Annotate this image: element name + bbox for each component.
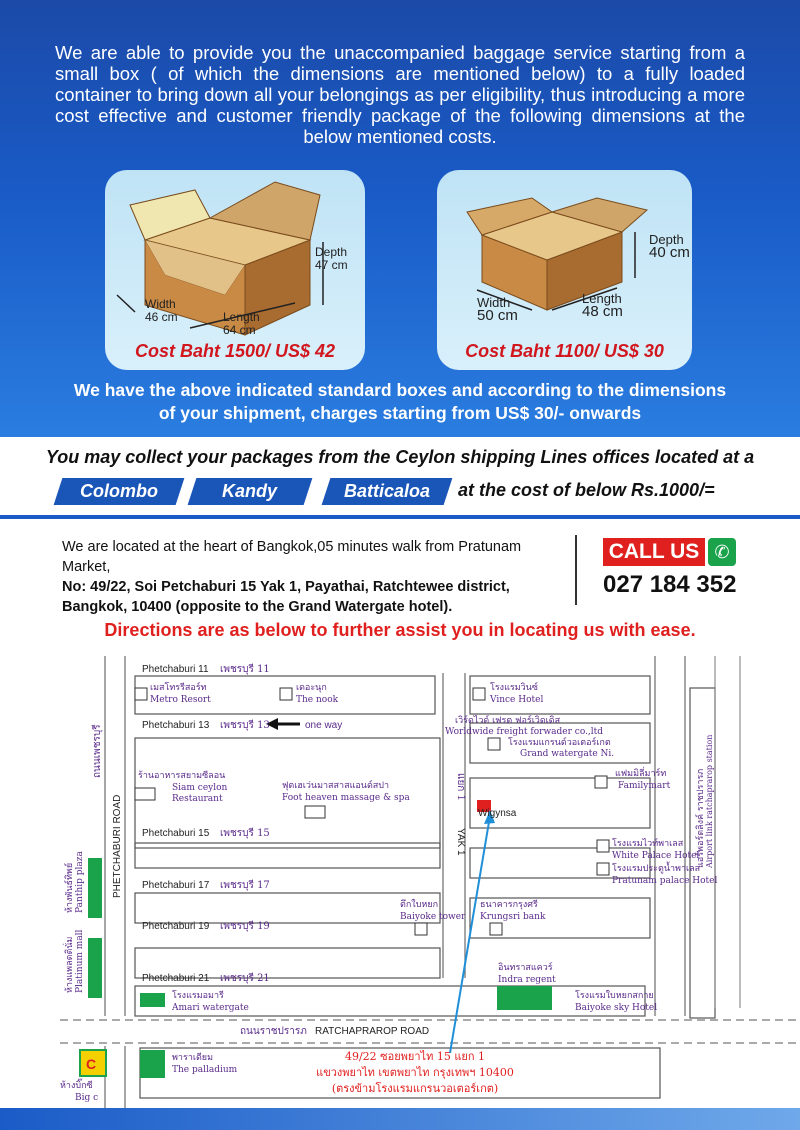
standard-note-line-2: of your shipment, charges starting from US$ 30/- onwards	[158, 403, 642, 423]
street-label: Phetchaburi 11	[142, 664, 209, 675]
box-card-small	[437, 170, 692, 370]
address-line-3: Bangkok, 10400 (opposite to the Grand Watergate hotel).	[62, 599, 453, 615]
street-label: Phetchaburi 15	[142, 828, 210, 839]
place-label: Foot heaven massage & spa	[282, 793, 410, 803]
cost-small-box: Cost Baht 1100/ US$ 30	[465, 341, 664, 361]
street-label: เพชรบุรี 19	[220, 921, 270, 932]
panthip-marker	[88, 858, 102, 918]
place-label: ธนาคารกรุงศรี	[480, 900, 538, 910]
road-label: ถนนราชปรารภ	[240, 1026, 307, 1037]
place-label: Baiyoke tower	[400, 912, 466, 922]
cost-large-box: Cost Baht 1500/ US$ 42	[134, 341, 336, 361]
place-label: ตึกใบหยก	[400, 900, 439, 910]
directions-heading: Directions are as below to further assist you in locating us with ease.	[104, 620, 696, 640]
street-label: เพชรบุรี 15	[220, 828, 270, 839]
place-label: Metro Resort	[150, 695, 211, 705]
intro-paragraph: We are able to provide you the unaccompanied baggage service starting from a small box ( of which the dimensions are mentioned below) to a fully loaded container to bring down all your belongings as per eligibility, thus introducing a more cost effective and customer friendly package of the following dimensions at the below mentioned costs.	[55, 42, 745, 147]
place-label: Panthip plaza	[75, 851, 85, 913]
address-line-1: We are located at the heart of Bangkok,05 minutes walk from Pratunam Market,	[62, 539, 522, 575]
wigynsa-label: Wigynsa	[478, 808, 517, 819]
place-label: Platinum mall	[75, 929, 85, 993]
place-label: Restaurant	[172, 794, 223, 804]
road-label: PHETCHABURI ROAD	[112, 794, 123, 898]
street-label: Phetchaburi 17	[142, 880, 210, 891]
place-label: Airport link ratchaprarop station	[705, 734, 714, 868]
collect-text: You may collect your packages from the Ceylon shipping Lines offices located at a	[45, 447, 755, 467]
standard-note-line-1: We have the above indicated standard boxes and according to the dimensions	[73, 380, 727, 400]
phone-icon: ✆	[708, 538, 736, 566]
location-map	[0, 648, 800, 1108]
street-label: เพชรบุรี 17	[220, 880, 270, 891]
address-line-2: No: 49/22, Soi Petchaburi 15 Yak 1, Payathai, Ratchtewee district,	[62, 579, 510, 595]
street-label: Phetchaburi 19	[142, 921, 210, 932]
place-label: โรงแรมอมารี	[172, 991, 224, 1001]
place-label: เดอะนุก	[296, 683, 327, 693]
standard-boxes-note	[20, 379, 780, 425]
address-thai-2: แขวงพยาไท เขตพยาไท กรุงเทพฯ 10400	[316, 1066, 514, 1079]
phone-number[interactable]: 027 184 352	[603, 571, 737, 598]
block	[135, 893, 440, 923]
address-thai-3: (ตรงข้ามโรงแรมแกรนวอเตอร์เกต)	[331, 1082, 499, 1095]
street-label: Phetchaburi 21	[142, 973, 210, 984]
road-label: ถนนเพชรบุรี	[92, 724, 103, 778]
one-way-label: one way	[305, 720, 343, 731]
place-label: ห้างพันธ์ทิพย์	[65, 862, 75, 913]
place-label: Vince Hotel	[490, 695, 544, 705]
city-kandy: Kandy	[188, 478, 313, 505]
width-label: Width 50 cm	[477, 295, 518, 324]
platinum-marker	[88, 938, 102, 998]
place-label: The nook	[296, 695, 339, 705]
place-label: โรงแรมประตูน้ำพาเลส	[612, 864, 701, 874]
location-address	[62, 537, 562, 617]
place-label: Pratunam palace Hotel	[612, 876, 718, 886]
place-label: Amari watergate	[172, 1003, 249, 1013]
vertical-divider	[575, 535, 577, 605]
place-label: Indra regent	[498, 975, 556, 985]
one-way-arrow	[266, 718, 300, 730]
road-label: YAK 1	[455, 828, 466, 856]
place-label: Worldwide freight forwader co.,ltd	[445, 727, 604, 737]
indra-marker	[497, 986, 552, 1010]
road-label: แยก 1	[455, 773, 466, 801]
call-us-badge: CALL US	[603, 538, 705, 566]
place-label: ห้างแพลตตินั่ม	[65, 936, 75, 993]
footer-bar	[0, 1108, 800, 1130]
depth-label: Depth 47 cm	[315, 245, 348, 272]
address-thai-1: 49/22 ซอยพยาไท 15 แยก 1	[344, 1050, 486, 1063]
place-label: โรงแรมไวท์พาเลส	[612, 839, 684, 849]
place-label: ห้างบิ๊กซี	[60, 1081, 93, 1091]
place-label: Grand watergate Ni.	[520, 749, 615, 759]
place-label: White Palace Hotel	[612, 851, 700, 861]
length-label: Length 48 cm	[582, 291, 623, 320]
city-batticaloa: Batticaloa	[322, 478, 453, 505]
place-label: Big c	[75, 1093, 99, 1103]
place-label: อินทราสแควร์	[498, 963, 553, 973]
place-label: พาราเดียม	[172, 1053, 214, 1063]
divider	[0, 515, 800, 519]
place-label: โรงแรมแกรนด์วอเตอร์เกต	[508, 738, 611, 748]
depth-label: Depth 40 cm	[649, 232, 690, 261]
box-card-large	[105, 170, 365, 370]
place-label: เวิร์ดไวด์ เฟรต ฟอร์เวิดเดิส	[455, 716, 561, 726]
city-colombo: Colombo	[54, 478, 185, 505]
street-label: เพชรบุรี 11	[220, 664, 270, 675]
place-label: Siam ceylon	[172, 783, 228, 793]
place-label: Baiyoke sky Hotel	[575, 1003, 658, 1013]
big-c-logo-letter: C	[86, 1056, 97, 1072]
place-label: โรงแรมวินซ์	[490, 683, 538, 693]
amari-marker	[140, 993, 165, 1007]
street-label: Phetchaburi 13	[142, 720, 210, 731]
place-label: โรงแรมใบหยกสกาย	[575, 991, 654, 1001]
length-label: Length 64 cm	[223, 310, 260, 337]
small-box-illustration	[437, 170, 692, 370]
road-label: RATCHAPRAROP ROAD	[315, 1026, 430, 1037]
place-label: The palladium	[172, 1065, 238, 1075]
width-label: Width 46 cm	[145, 297, 178, 324]
place-label: แอร์พอร์ตลิงค์ ราชปรารภ	[696, 768, 706, 868]
collect-cost: at the cost of below Rs.1000/=	[458, 480, 715, 500]
place-label: แฟมมิลี่มาร์ท	[615, 769, 667, 779]
place-label: ฟุตเฮเว่นมาสสาสแอนด์สปา	[282, 781, 390, 791]
block	[135, 843, 440, 868]
place-label: Familymart	[618, 781, 671, 791]
street-label: เพชรบุรี 21	[220, 973, 270, 984]
place-label: ร้านอาหารสยามซีลอน	[138, 771, 226, 781]
street-label: เพชรบุรี 13	[220, 720, 270, 731]
place-label: Krungsri bank	[480, 912, 546, 922]
place-label: เมสโทรรีสอร์ท	[150, 683, 207, 693]
palladium-marker	[140, 1050, 165, 1078]
